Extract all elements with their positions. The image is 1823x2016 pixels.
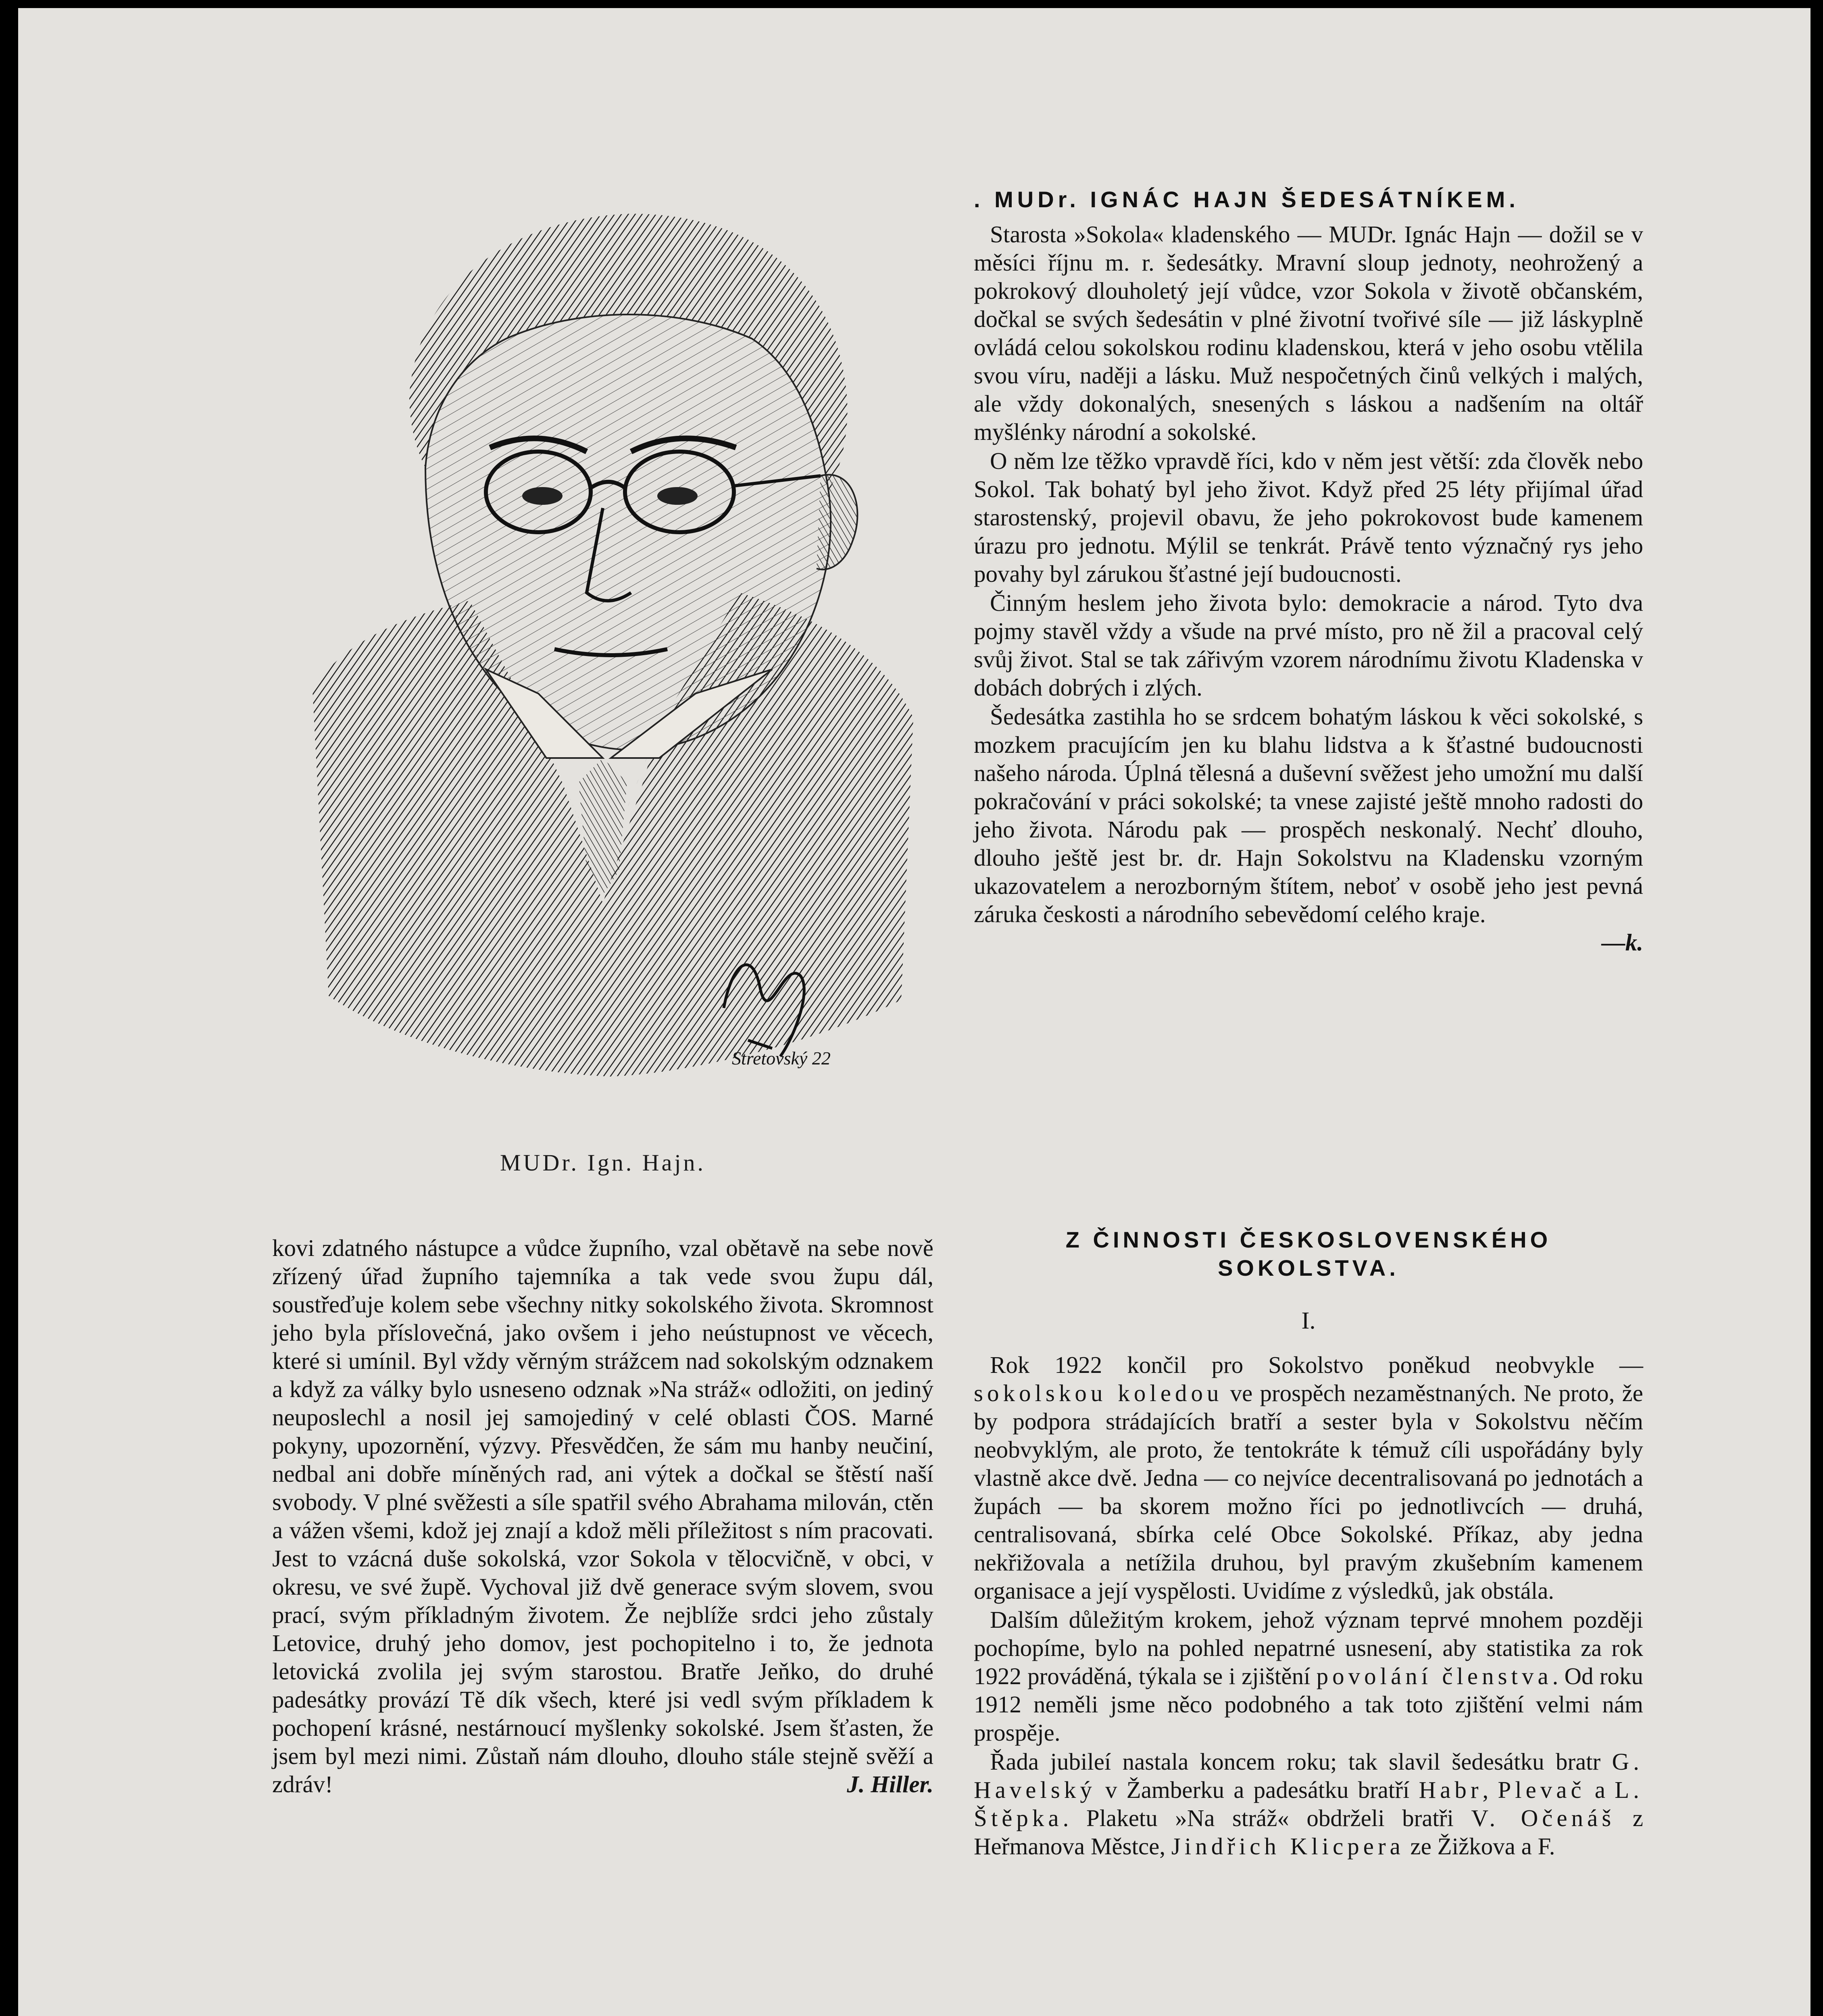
article-sokolstvo-paragraph: Dalším důležitým krokem, jehož význam teprvé mnohem později pochopíme, bylo na pohled nepatrné usnesení, aby statistika za rok 1922 prováděná, týkala se i zjištění povolání členstva. Od roku 1912 neměli jsme něco podobného a tak toto zjištění velmi nám prospěje.	[974, 1606, 1644, 1746]
spaced-name: G. Havelský	[974, 1748, 1644, 1803]
article-hajn-paragraph: O něm lze těžko vpravdě říci, kdo v něm jest větší: zda člověk nebo Sokol. Tak bohatý byl jeho život. Když před 25 léty přijímal úřad starostenský, projevil obavu, že jeho pokrokovost bude kamenem úrazu pro jednotu. Mýlil se tenkrát. Právě tento význačný rys jeho povahy byl zárukou šťastné její budoucnosti.	[974, 448, 1643, 587]
portrait-engraving	[296, 185, 929, 1105]
portrait-caption: MUDr. Ign. Hajn.	[500, 1150, 706, 1176]
article-sokolstvo	[974, 1226, 1643, 1860]
portrait-drawing	[296, 185, 929, 1105]
article-hajn-heading: . MUDr. IGNÁC HAJN ŠEDESÁTNÍKEM.	[974, 187, 1519, 212]
article-hajn-signature: —k.	[1601, 929, 1643, 956]
left-column-signature: J. Hiller.	[847, 1771, 933, 1797]
left-column-paragraph: kovi zdatného nástupce a vůdce župního, vzal obětavě na sebe nově zřízený úřad župního tajemníka a tak vede svou župu dál, soustřeďuje kolem sebe všechny nitky sokolského života. Skromnost jeho byla příslovečná, jako ovšem i jeho neústupnost ve věcech, které si umínil. Byl vždy věrným strážcem nad sokolským odznakem a když za války bylo usneseno odznak »Na stráž« odložiti, on jediný neuposlechl a nosil jej samojediný v celé oblasti ČOS. Marné pokyny, upozornění, výzvy. Přesvědčen, že sám mu hanby neučiní, nedbal ani dobře míněných rad, ani výtek a dočkal se štěstí naší svobody. V plné svěžesti a síle spatřil svého Abrahama milován, ctěn a vážen všemi, kdož jej znají a kdož měli příležitost s ním pracovati. Jest to vzácná duše sokolská, vzor Sokola v tělocvičně, v obci, v okresu, ve své župě. Vychoval již dvě generace svým slovem, svou prací, svým příkladným životem. Že nejblíže srdci jeho zůstaly Letovice, druhý jeho domov, jest pochopitelno i to, že jednota letovická zvolila jej svým starostou. Bratře Jeňko, do druhé padesátky provází Tě dík všech, které jsi vedl svým příkladem k pochopení krásné, nestárnoucí myšlenky sokolské. Jsem šťasten, že jsem byl mezi nimi. Zůstaň nám dlouho, dlouho stále stejně svěží a zdráv!	[272, 1235, 933, 1797]
spaced-name: L. Štěpka	[974, 1776, 1644, 1831]
magazine-page	[18, 8, 1810, 2016]
spaced-emphasis: povolání členstva	[1316, 1663, 1552, 1689]
spaced-name: V. Očenáš	[1471, 1805, 1615, 1831]
article-jubilee-continuation	[272, 1234, 933, 1798]
article-sokolstvo-heading-line2: SOKOLSTVA.	[1218, 1255, 1399, 1281]
article-sokolstvo-heading: Z ČINNOSTI ČESKOSLOVENSKÉHO	[1065, 1227, 1552, 1252]
section-number: I.	[1301, 1307, 1316, 1334]
spaced-name: Plevač	[1498, 1776, 1585, 1803]
article-sokolstvo-paragraph: Řada jubileí nastala koncem roku; tak slavil šedesátku bratr G. Havelský v Žamberku a padesátku bratří Habr, Plevač a L. Štěpka. Plaketu »Na stráž« obdrželi bratři V. Očenáš z Heřmanova Městce, Jindřich Klicpera ze Žižkova a F.	[974, 1748, 1644, 1860]
spaced-name: Habr	[1419, 1776, 1483, 1803]
article-hajn-paragraph: Činným heslem jeho života bylo: demokracie a národ. Tyto dva pojmy stavěl vždy a všude na prvé místo, pro ně žil a pracoval celý svůj život. Stal se tak zářivým vzorem národnímu životu Kladenska v dobách dobrých i zlých.	[974, 589, 1643, 701]
spaced-emphasis: sokolskou koledou	[974, 1380, 1223, 1406]
article-hajn	[974, 185, 1643, 956]
article-hajn-paragraph: Šedesátka zastihla ho se srdcem bohatým láskou k věci sokolské, s mozkem pracujícím jen ku blahu lidstva a k šťastné budoucnosti našeho národa. Úplná tělesná a duševní svěžest jeho umožní mu další pokračování v práci sokolské; ta vnese zajisté ještě mnoho radosti do jeho života. Národu pak — prospěch neskonalý. Nechť dlouho, dlouho ještě jest br. dr. Hajn Sokolstvu na Kladensku vzorným ukazovatelem a nerozborným štítem, neboť v osobě jeho jest pevná záruka českosti a národního sebevědomí celého kraje.	[974, 703, 1643, 927]
article-sokolstvo-paragraph: Rok 1922 končil pro Sokolstvo poněkud neobvykle — sokolskou koledou ve prospěch nezaměstnaných. Ne proto, že by podpora strádajících bratří a sester byla v Sokolstvu něčím neobvyklým, ale proto, že tentokráte k témuž cíli uspořádány byly vlastně akce dvě. Jedna — co nejvíce decentralisovaná po jednotách a župách — ba skorem možno říci po jednotlivcích — druhá, centralisovaná, sbírka celé Obce Sokolské. Příkaz, aby jedna nekřižovala a netížila druhou, byl pravým zkušebním kamenem organisace a její vyspělosti. Uvidíme z výsledků, jak obstála.	[974, 1352, 1643, 1604]
portrait-artist-signature: Stretovský 22	[732, 1048, 831, 1068]
spaced-name: Jindřich Klicpera	[1171, 1833, 1404, 1860]
article-hajn-paragraph: Starosta »Sokola« kladenského — MUDr. Ignác Hajn — dožil se v měsíci říjnu m. r. šedesátky. Mravní sloup jednoty, neohrožený a pokrokový dlouholetý její vůdce, vzor Sokola v životě občanském, dočkal se svých šedesátin v plné životní tvořivé síle — již láskyplně ovládá celou sokolskou rodinu kladenskou, která v jeho osobu vtělila svou víru, naději a lásku. Muž nespočetných činů velkých i malých, ale vždy dokonalých, snesených s láskou a nadšením na oltář myšlénky národní a sokolské.	[974, 221, 1643, 445]
